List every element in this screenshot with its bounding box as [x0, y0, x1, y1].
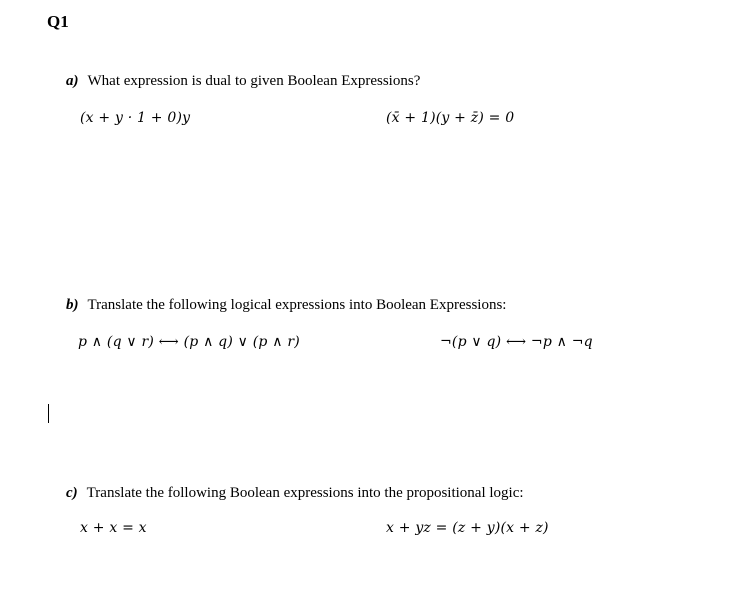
part-c-label: c)	[66, 485, 78, 501]
part-a-label: a)	[66, 73, 79, 89]
part-a-question	[66, 72, 420, 90]
part-b-question	[66, 296, 506, 314]
part-b-prompt: Translate the following logical expressions into Boolean Expressions:	[87, 297, 507, 313]
part-b-expression-2: ¬(p ∨ q) ⟷ ¬p ∧ ¬q	[440, 334, 593, 350]
part-a-expression-1: (x + y · 1 + 0)y	[80, 110, 191, 126]
question-heading: Q1	[47, 12, 69, 31]
part-c-expression-1: x + x = x	[80, 520, 147, 536]
part-b-expression-1: p ∧ (q ∨ r) ⟷ (p ∧ q) ∨ (p ∧ r)	[78, 334, 300, 350]
text-cursor	[48, 404, 49, 423]
part-b-label: b)	[66, 297, 79, 313]
part-c-expression-2: x + yz = (z + y)(x + z)	[386, 520, 549, 536]
part-a-prompt: What expression is dual to given Boolean Expressions?	[87, 73, 421, 89]
part-c-prompt: Translate the following Boolean expressions into the propositional logic:	[86, 485, 524, 501]
part-a-expression-2: (x̄ + 1)(y + z̄) = 0	[386, 110, 515, 126]
part-c-question	[66, 484, 524, 502]
